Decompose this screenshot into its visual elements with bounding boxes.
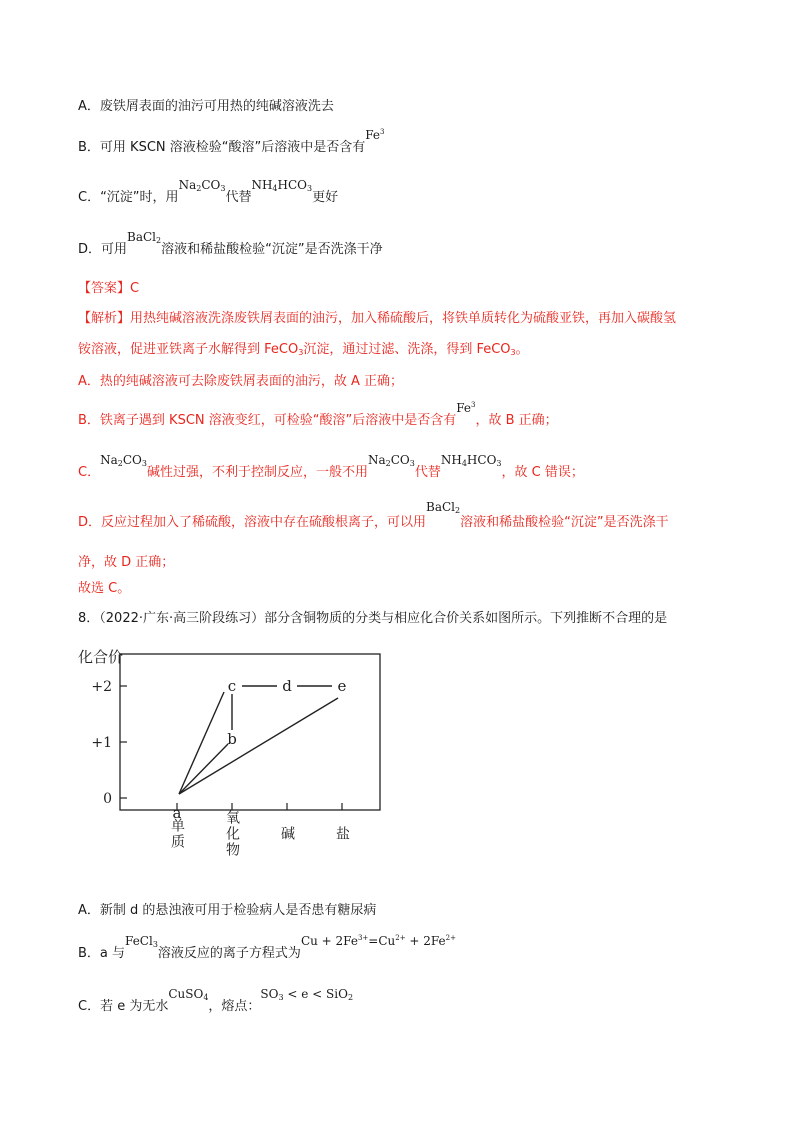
formula-cuso4: CuSO$_4$ xyxy=(168,987,209,1002)
answer-choose: 故选 C。 xyxy=(78,581,131,596)
point-label-c: c xyxy=(227,677,237,695)
chart-edge xyxy=(179,692,224,794)
y-tick-label: +2 xyxy=(91,679,112,695)
y-tick-label: 0 xyxy=(103,791,112,807)
melting-point-inequality: $SO_3 < e < SiO_2$ xyxy=(260,987,354,1002)
formula-na2co3: $Na_2CO_3$ xyxy=(100,453,147,468)
valence-chart xyxy=(78,640,398,890)
option-b-text: B．可用 KSCN 溶液检验“酸溶”后溶液中是否含有 xyxy=(78,140,366,155)
formula-nh4hco3: $NH_4HCO_3$ xyxy=(251,178,313,193)
point-label-d: d xyxy=(282,677,292,695)
formula-fe: Fe$^3$ xyxy=(456,401,476,415)
option-d: D．可用BaCl$_2$溶液和稀盐酸检验“沉淀”是否洗涤干净 xyxy=(78,230,383,257)
analysis-a: A．热的纯碱溶液可去除废铁屑表面的油污，故 A 正确； xyxy=(78,374,404,389)
formula-fe: Fe$^3$ xyxy=(365,128,385,142)
q8-option-b: B．a 与FeCl$_3$溶液反应的离子方程式为$Cu + 2Fe^{3+}=Cu^{2+} + 2Fe^{2+}$ xyxy=(78,934,456,961)
option-a: A．废铁屑表面的油污可用热的纯碱溶液洗去 xyxy=(78,99,334,114)
y-axis-label: 化合价 xyxy=(78,648,124,666)
analysis-line-1: 【解析】用热纯碱溶液洗涤废铁屑表面的油污，加入稀硫酸后，将铁单质转化为硫酸亚铁，再加入碳酸氢 xyxy=(78,311,677,326)
x-category-label: 盐 xyxy=(334,826,350,842)
q8-option-a: A．新制 d 的悬浊液可用于检验病人是否患有糖尿病 xyxy=(78,903,377,918)
analysis-d: D．反应过程加入了稀硫酸，溶液中存在硫酸根离子，可以用BaCl$_2$溶液和稀盐酸检验“沉淀”是否洗涤干 xyxy=(78,500,669,530)
analysis-b: B．铁离子遇到 KSCN 溶液变红，可检验“酸溶”后溶液中是否含有Fe$^3$，故 B 正确； xyxy=(78,401,558,428)
point-label-e: e xyxy=(337,677,347,695)
x-category-label: 氧化物 xyxy=(224,810,240,858)
analysis-line-2: 铵溶液，促进亚铁离子水解得到 FeCO$_3$沉淀，通过过滤、洗涤，得到 FeCO$_3$。 xyxy=(78,342,529,357)
analysis-d-cont: 净，故 D 正确； xyxy=(78,555,175,570)
q8-option-c: C．若 e 为无水CuSO$_4$，熔点：$SO_3 < e < SiO_2$ xyxy=(78,987,354,1014)
chart-edge xyxy=(179,698,338,794)
ionic-equation: $Cu + 2Fe^{3+}=Cu^{2+} + 2Fe^{2+}$ xyxy=(300,934,456,948)
answer-label: 【答案】C xyxy=(78,281,140,296)
formula-bacl2: BaCl$_2$ xyxy=(127,230,162,245)
formula-na2co3: $Na_2CO_3$ xyxy=(178,178,226,193)
formula-bacl2: BaCl$_2$ xyxy=(426,500,461,515)
y-tick-label: +1 xyxy=(91,735,112,751)
x-category-label: 单质 xyxy=(169,818,185,850)
question-8-stem: 8．（2022·广东·高三阶段练习）部分含铜物质的分类与相应化合价关系如图所示。下列推断不合理的是 xyxy=(78,611,668,626)
option-c: C．“沉淀”时，用$Na_2CO_3$代替$NH_4HCO_3$更好 xyxy=(78,178,339,205)
point-label-b: b xyxy=(227,730,237,748)
formula-fecl3: FeCl$_3$ xyxy=(125,934,158,949)
formula-na2co3: $Na_2CO_3$ xyxy=(367,453,415,468)
formula-nh4hco3: $NH_4HCO_3$ xyxy=(440,453,502,468)
x-category-label: 碱 xyxy=(279,826,295,842)
point-label-a: a xyxy=(172,804,182,822)
analysis-c: C．$Na_2CO_3$碱性过强，不利于控制反应，一般不用$Na_2CO_3$代替$NH_4HCO_3$，故 C 错误； xyxy=(78,453,584,480)
option-b xyxy=(78,128,385,158)
